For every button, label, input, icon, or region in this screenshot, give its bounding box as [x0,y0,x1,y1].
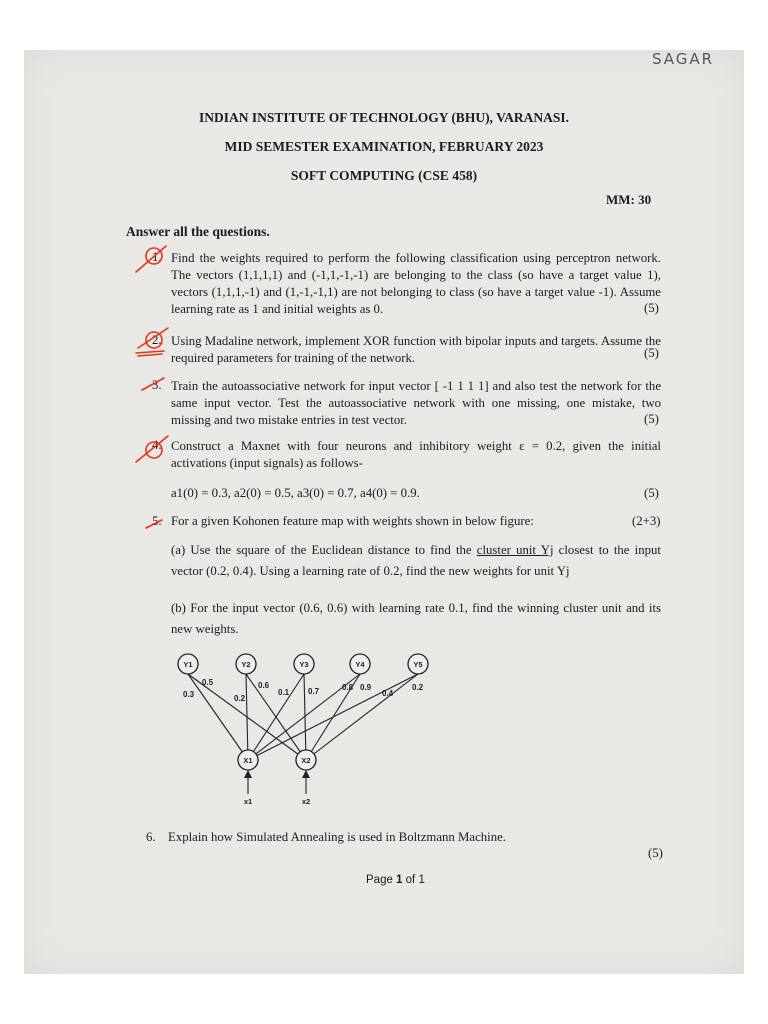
weight-label: 0.1 [278,688,290,697]
weight-label: 0.5 [202,678,214,687]
instruction: Answer all the questions. [126,224,270,239]
cluster-unit-label: Y4 [355,660,365,669]
question-4-equation: a1(0) = 0.3, a2(0) = 0.5, a3(0) = 0.7, a4(0) = 0.9. [171,486,420,500]
question-6-marks: (5) [648,846,663,860]
question-number: 3. [152,378,162,392]
input-label: x1 [243,797,253,806]
question-5-part-b: (b) For the input vector (0.6, 0.6) with learning rate 0.1, find the winning cluster unit and its new weights. [171,601,661,636]
question-2-text: Using Madaline network, implement XOR function with bipolar inputs and targets. Assume the required parameters for training of the network. [171,334,661,365]
weight-label: 0.6 [258,681,270,690]
input-label: x2 [301,797,311,806]
weight-label: 0.3 [183,690,195,699]
signature: SAGAR [652,50,715,68]
question-number: 1. [152,250,162,264]
question-number: 2. [152,333,162,347]
arrow-x2 [302,770,310,778]
weight-label: 0.8 [342,683,354,692]
exam-title: MID SEMESTER EXAMINATION, FEBRUARY 2023 [224,139,544,154]
cluster-unit-label: Y1 [183,660,193,669]
cluster-unit-label: Y5 [413,660,423,669]
question-number: 4. [152,438,162,452]
page-footer [366,874,425,886]
footer-prefix: Page [366,874,397,886]
question-4-text: Construct a Maxnet with four neurons and inhibitory weight ε = 0.2, given the initial activations (input signals) as follows- [171,439,661,470]
input-unit-label: X2 [301,756,311,765]
question-5-part-a [171,540,661,582]
page-number: 1 [396,874,403,886]
question-1-text: Find the weights required to perform the following classification using perceptron network. The vectors (1,1,1,1) and (-1,1,-1,-1) are belonging to the class (so have a target value 1), vectors (1,1,1,-1) and (1,-1,-1,1) are not belonging to class (so have a target value -1). Assume learning rate as 1 and initial weights as 0. [171,251,661,316]
question-5-marks: (2+3) [632,514,661,528]
input-unit-label: X1 [243,756,253,765]
weight-label: 0.4 [382,689,394,698]
part-a-underlined: cluster unit Yj [476,543,554,557]
arrow-x1 [244,770,252,778]
ink-tick-q3 [142,378,164,390]
question-number: 6. [146,830,156,844]
institute-title: INDIAN INSTITUTE OF TECHNOLOGY (BHU), VARANASI. [199,110,569,125]
part-a-pre: (a) Use the square of the Euclidean distance to find the [171,543,477,557]
edge-y1-x1 [188,674,248,760]
question-1-marks: (5) [644,301,659,315]
page-total: 1 [418,874,425,886]
ink-tick-q5 [146,520,162,528]
course-title: SOFT COMPUTING (CSE 458) [290,168,478,183]
cluster-unit-label: Y2 [241,660,251,669]
edge-y3-x1 [248,674,304,760]
weight-label: 0.2 [412,683,424,692]
cluster-unit-label: Y3 [299,660,309,669]
question-5-text: For a given Kohonen feature map with weights shown in below figure: [171,514,534,528]
weight-label: 0.2 [234,694,246,703]
kohonen-figure [164,652,464,822]
red-ink-marks [124,240,184,540]
question-6-text: Explain how Simulated Annealing is used in Boltzmann Machine. [168,830,506,844]
part-a-post: closest to the input vector (0.2, 0.4). Using a learning rate of 0.2, find the new weights for unit Yj [171,543,661,578]
max-marks: MM: 30 [606,192,652,207]
question-3-marks: (5) [644,412,659,426]
weight-label: 0.9 [360,683,372,692]
ink-scribble-q2 [136,351,164,356]
weight-label: 0.7 [308,687,320,696]
exam-paper [24,50,744,974]
ink-circle-q4 [146,442,162,458]
question-4-marks: (5) [644,486,659,500]
question-3-text: Train the autoassociative network for input vector [ -1 1 1 1] and also test the network for the same input vector. Test the autoassociative network with one missing, one mistake, two missing and two mistake entries in test vector. [171,379,661,427]
question-number: 5. [152,514,162,528]
footer-middle: of [402,874,419,886]
edge-y5-x1 [248,674,418,760]
question-2-marks: (5) [644,346,659,360]
ink-tick-q2 [138,328,168,348]
